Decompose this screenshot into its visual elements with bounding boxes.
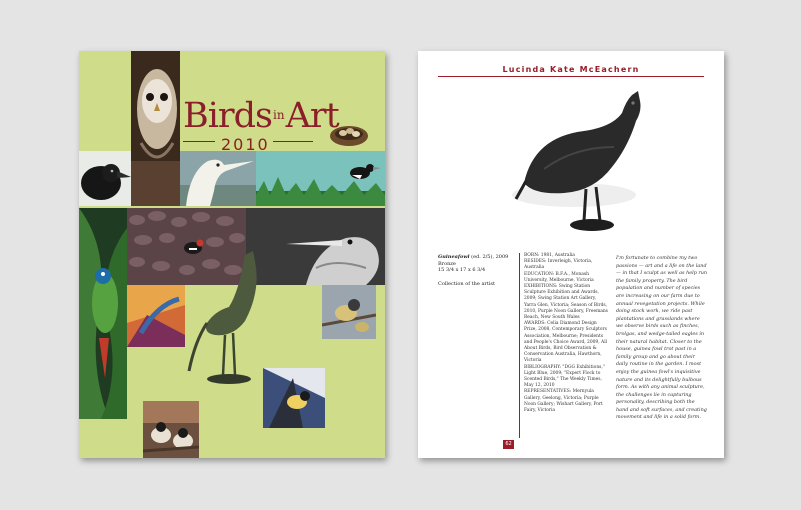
artwork-dimensions: 15 3/4 x 17 x 6 3/4 xyxy=(438,267,486,273)
artist-name: Lucinda Kate McEachern xyxy=(502,65,640,74)
book-cover xyxy=(79,51,385,458)
title-rule-left xyxy=(183,141,215,142)
guineafowl-sculpture-image xyxy=(504,87,664,247)
cover-title-main xyxy=(183,96,339,136)
title-word-in: in xyxy=(273,108,285,122)
column-divider xyxy=(519,253,520,438)
catalog-page xyxy=(418,51,724,458)
bio-line: EXHIBITIONS: Swing Station Sculpture Exhibition and Awards, 2009; Swing Station Art Gallery, Yarra Glen, Victoria; Season of Birds, 2010, Purple Noon Gallery, Freemans Reach, New South Wales xyxy=(524,284,608,321)
artist-bio xyxy=(524,253,608,414)
artwork-collection: Collection of the artist xyxy=(438,280,496,287)
bronze-curlew-image xyxy=(185,251,265,401)
heron-image xyxy=(246,208,385,285)
artwork-medium: Bronze xyxy=(438,260,456,267)
owl-image xyxy=(131,51,180,206)
tropical-bird-image xyxy=(79,208,127,419)
page-number: 62 xyxy=(503,440,514,449)
cover-title xyxy=(183,96,379,199)
title-rule-right xyxy=(273,141,313,142)
artist-statement: I'm fortunate to combine my two passions — art and a life on the land — in that I sculpt as well as help run the family property. The bird population and number of species are increasing on our farm due to annual revegetation projects. While doing stock work, we ride past plantations and grasslands where we observe birds such as finches, brolgas, and wedge-tailed eagles in their natural habitat. Closer to the house, guinea fowl trot past in a family group and go about their daily routine in the garden. I most enjoy the guinea fowl's inquisitive nature and its delightfully bulbous form. As with any animal sculpture, the challenges lie in capturing personality, describing both the hand and soft surfaces, and creating movement and life in a solid form. xyxy=(616,255,708,421)
bio-line: BORN: 1981, Australia xyxy=(524,253,575,258)
bio-line: RESIDES: Inverleigh, Victoria, Australia xyxy=(524,259,593,271)
bio-line: AWARDS: Celia Diamond Design Prize, 2008, Contemporary Sculptors Association, Melbourne; Presidents and People's Choice Award, 2009, All About Birds, Bird Observation & Conservation Australia, Hawthorn, Victoria xyxy=(524,321,608,364)
artwork-title: Guineafowl xyxy=(438,254,470,260)
crow-image xyxy=(79,151,131,206)
chickadee-image xyxy=(143,401,199,458)
bio-line: REPRESENTATIVES: Mernyula Gallery, Geelong, Victoria; Purple Noon Gallery; Wishart Gallery, Port Fairy, Victoria xyxy=(524,389,603,414)
bio-line: EDUCATION: B.F.A., Monash University, Melbourne, Victoria xyxy=(524,271,594,283)
title-word-birds: Birds xyxy=(183,96,273,136)
cover-title-year: 2010 xyxy=(221,135,270,154)
title-word-art: Art xyxy=(285,96,339,136)
bio-line: BIBLIOGRAPHY: "DGG Exhibitions," Light Blue, 2009; "Expert Flock to Scented Birds," The Weekly Times, May 12, 2010 xyxy=(524,364,605,389)
fairywren-image xyxy=(263,368,325,428)
painted-bird-image xyxy=(127,285,185,347)
header-rule xyxy=(438,76,704,77)
artwork-edition: (ed. 2/5), 2009 xyxy=(471,254,509,260)
grey-finch-image xyxy=(322,285,376,339)
artwork-info xyxy=(438,254,516,287)
